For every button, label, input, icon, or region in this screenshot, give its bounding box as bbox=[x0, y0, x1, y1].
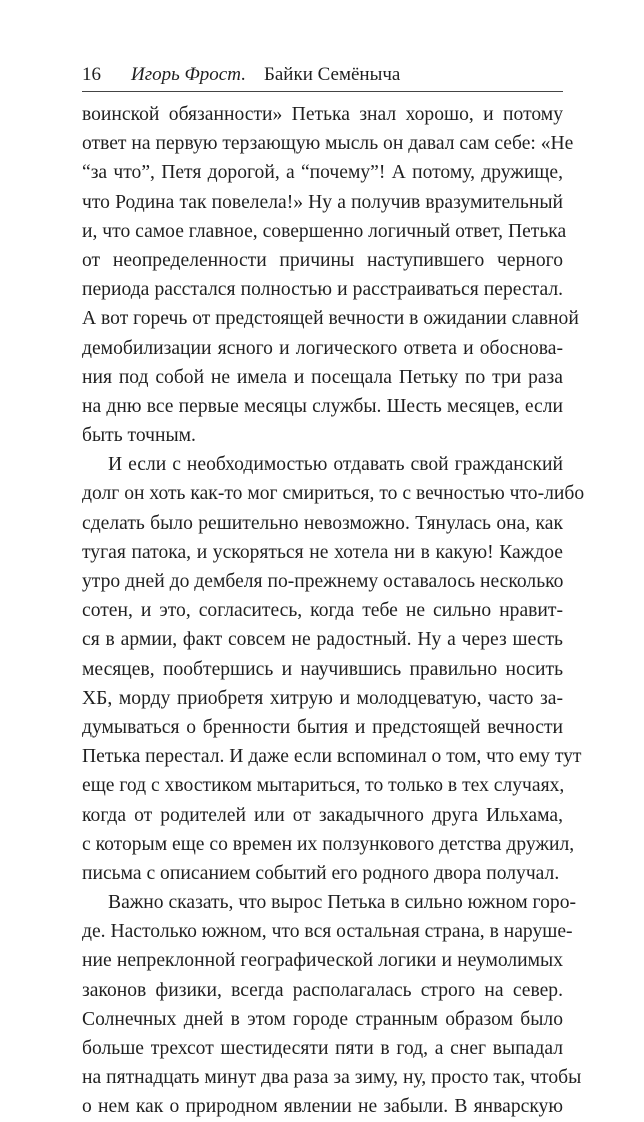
text-line: де. Настолько южном, что вся остальная страна, в наруше- bbox=[82, 921, 573, 943]
text-line: думываться о бренности бытия и предстоящей вечности bbox=[82, 716, 563, 738]
text-line: когда от родителей или от закадычного друга Ильхама, bbox=[82, 804, 563, 826]
text-line: долг он хоть как-то мог смириться, то с вечностью что-либо bbox=[82, 483, 585, 505]
text-line: сотен, и это, согласитесь, когда тебе не сильно нравит- bbox=[82, 600, 563, 622]
running-head-title: Байки Семёныча bbox=[263, 64, 401, 85]
text-line: с которым еще со времен их ползункового детства дружил, bbox=[82, 833, 575, 855]
text-line: письма с описанием событий его родного двора получал. bbox=[82, 862, 560, 884]
text-line: месяцев, пообтершись и научившись правильно носить bbox=[82, 658, 563, 680]
text-line: сделать было решительно невозможно. Тянулась она, как bbox=[82, 512, 563, 534]
text-line: законов физики, всегда располагалась строго на север. bbox=[82, 979, 563, 1001]
text-line: утро дней до дембеля по-прежнему оставалось несколько bbox=[82, 571, 564, 592]
text-line: быть точным. bbox=[82, 425, 196, 447]
text-line: А вот горечь от предстоящей вечности в ожидании славной bbox=[82, 308, 579, 330]
text-line: от неопределенности причины наступившего черного bbox=[82, 249, 563, 271]
running-head-author: Игорь Фрост. bbox=[131, 64, 246, 85]
text-line: ся в армии, факт совсем не радостный. Ну а через шесть bbox=[82, 629, 563, 651]
text-line: И если с необходимостью отдавать свой гражданский bbox=[108, 454, 563, 476]
text-line: больше трехсот шестидесяти пяти в год, а снег выпадал bbox=[82, 1038, 563, 1059]
text-line: воинской обязанности» Петька знал хорошо, и потому bbox=[82, 104, 563, 125]
text-line: Солнечных дней в этом городе странным образом было bbox=[82, 1008, 563, 1030]
text-line: на пятнадцать минут два раза за зиму, ну, просто так, чтобы bbox=[82, 1067, 582, 1089]
text-line: Петька перестал. И даже если вспоминал о том, что ему тут bbox=[82, 746, 582, 768]
text-line: на дню все первые месяцы службы. Шесть месяцев, если bbox=[82, 395, 563, 417]
text-line: ответ на первую терзающую мысль он давал сам себе: «Не bbox=[82, 133, 574, 155]
text-line: демобилизации ясного и логического ответа и обоснова- bbox=[82, 337, 563, 359]
text-line: и, что самое главное, совершенно логичный ответ, Петька bbox=[82, 220, 567, 242]
page-number: 16 bbox=[82, 64, 101, 85]
text-line: Важно сказать, что вырос Петька в сильно южном горо- bbox=[108, 892, 577, 914]
running-head bbox=[82, 63, 562, 89]
text-line: “за что”, Петя дорогой, а “почему”! А потому, дружище, bbox=[82, 162, 563, 184]
text-line: что Родина так повелела!» Ну а получив вразумительный bbox=[82, 191, 563, 213]
text-line: ния под собой не имела и посещала Петьку по три раза bbox=[82, 366, 563, 388]
text-line: о нем как о природном явлении не забыли. В январскую bbox=[82, 1096, 563, 1118]
text-line: ХБ, морду приобретя хитрую и молодцеватую, часто за- bbox=[82, 687, 563, 709]
text-line: ние непреклонной географической логики и неумолимых bbox=[82, 950, 563, 972]
text-line: периода расстался полностью и расстраиваться перестал. bbox=[82, 279, 563, 301]
text-line: тугая патока, и ускоряться не хотела ни в какую! Каждое bbox=[82, 541, 563, 563]
header-rule bbox=[82, 91, 563, 92]
text-line: еще год с хвостиком мытариться, то только в тех случаях, bbox=[82, 775, 565, 797]
body-text bbox=[82, 100, 585, 1122]
